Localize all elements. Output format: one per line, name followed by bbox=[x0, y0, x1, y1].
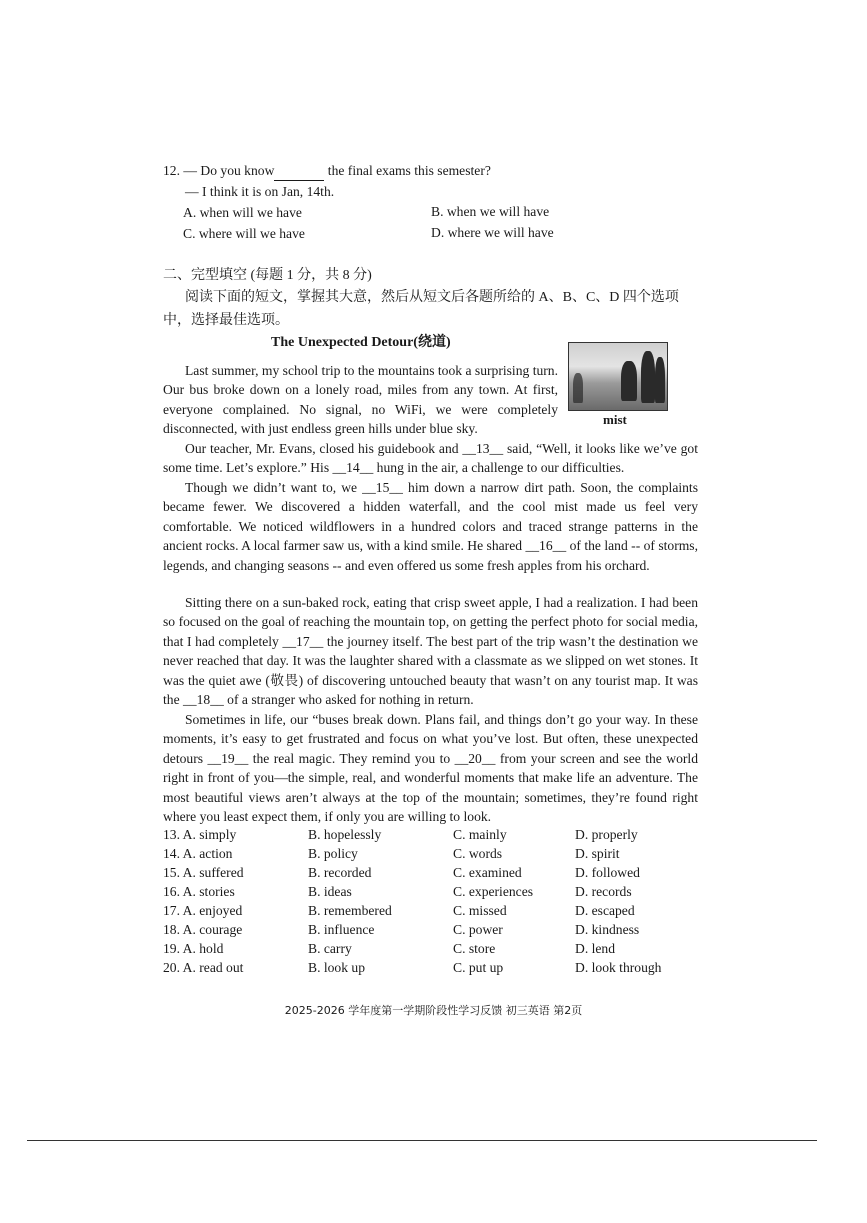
option-row bbox=[163, 825, 703, 844]
options-list bbox=[163, 825, 703, 977]
option-d: D. records bbox=[575, 884, 632, 899]
section-heading: 二、完型填空 (每题 1 分，共 8 分) bbox=[163, 268, 372, 283]
option-d: D. lend bbox=[575, 941, 616, 956]
option-b: B. policy bbox=[308, 846, 358, 861]
option-b: B. recorded bbox=[308, 865, 372, 880]
paragraph-1: Last summer, my school trip to the mountains took a surprising turn. Our bus broke down on a lonely road, miles from any town. At first, everyone complained. No signal, no WiFi, we were completely disconnected, with just endless green hills under blue sky. bbox=[163, 363, 558, 437]
option-b: B. look up bbox=[308, 960, 366, 975]
option-b: B. ideas bbox=[308, 884, 352, 899]
option-d: D. look through bbox=[575, 960, 662, 975]
option-row bbox=[163, 863, 703, 882]
option-row bbox=[163, 939, 703, 958]
option-a: 18. A. courage bbox=[163, 922, 243, 937]
paragraph-5: Sometimes in life, our “buses break down. Plans fail, and things don’t go your way. In these moments, it’s easy to get frustrated and focus on what you’ve lost. But often, these unexpected detours __19__ the real magic. They remind you to __20__ from your screen and see the world right in front of you—the simple, real, and wonderful moments that make life an adventure. The most beautiful views aren’t always at the top of the mountain; sometimes, they’re found right where you least expect them, if only you are willing to look. bbox=[163, 712, 698, 825]
option-c: C. mainly bbox=[453, 827, 507, 842]
option-c: C. experiences bbox=[453, 884, 534, 899]
option-d: D. kindness bbox=[575, 922, 640, 937]
option-a: 15. A. suffered bbox=[163, 865, 244, 880]
option-c: C. missed bbox=[453, 903, 507, 918]
option-d: D. spirit bbox=[575, 846, 620, 861]
paragraph-2: Our teacher, Mr. Evans, closed his guidebook and __13__ said, “Well, it looks like we’ve got some time. Let’s explore.” His __14__ hung in the air, a challenge to our difficulties. bbox=[163, 441, 698, 476]
paragraph-3: Though we didn’t want to, we __15__ him down a narrow dirt path. Soon, the complaints became fewer. We discovered a hidden waterfall, and the cool mist made us feel very comfortable. We noticed wildflowers in a hundred colors and traced strange patterns in the ancient rocks. A local farmer saw us, with a kind smile. He shared __16__ of the land -- of storms, legends, and changing seasons -- and even offered us some fresh apples from his orchard. bbox=[163, 480, 698, 573]
q12-blank bbox=[274, 161, 324, 181]
q12-option-c: C. where will we have bbox=[183, 226, 305, 241]
section-instructions: 阅读下面的短文，掌握其大意，然后从短文后各题所给的 A、B、C、D 四个选项中，选择最佳选项。 bbox=[163, 290, 679, 328]
option-c: C. words bbox=[453, 846, 503, 861]
option-a: 20. A. read out bbox=[163, 960, 244, 975]
option-a: 19. A. hold bbox=[163, 941, 224, 956]
option-c: C. put up bbox=[453, 960, 504, 975]
option-a: 13. A. simply bbox=[163, 827, 237, 842]
option-row bbox=[163, 958, 703, 977]
bottom-rule bbox=[27, 1140, 817, 1141]
option-row bbox=[163, 844, 703, 863]
mist-photo bbox=[568, 342, 668, 411]
option-a: 16. A. stories bbox=[163, 884, 235, 899]
q12-option-a: A. when will we have bbox=[183, 205, 302, 220]
option-c: C. power bbox=[453, 922, 503, 937]
q12-stem-b: the final exams this semester? bbox=[324, 163, 491, 178]
option-b: B. carry bbox=[308, 941, 352, 956]
option-a: 14. A. action bbox=[163, 846, 233, 861]
q12-stem-a: 12. — Do you know bbox=[163, 163, 275, 178]
option-d: D. properly bbox=[575, 827, 638, 842]
option-a: 17. A. enjoyed bbox=[163, 903, 243, 918]
page-footer: 2025-2026 学年度第一学期阶段性学习反馈 初三英语 第2页 bbox=[284, 1004, 583, 1017]
option-d: D. followed bbox=[575, 865, 640, 880]
option-c: C. store bbox=[453, 941, 496, 956]
passage-title: The Unexpected Detour(绕道) bbox=[271, 335, 451, 350]
option-row bbox=[163, 901, 703, 920]
option-row bbox=[163, 920, 703, 939]
q12-option-b: B. when we will have bbox=[431, 204, 550, 219]
option-c: C. examined bbox=[453, 865, 522, 880]
option-b: B. influence bbox=[308, 922, 375, 937]
q12-stem bbox=[163, 161, 491, 181]
paragraph-4: Sitting there on a sun-baked rock, eating that crisp sweet apple, I had a realization. I had been so focused on the goal of reaching the mountain top, on getting the perfect photo for social media, that I had completely __17__ the journey itself. The best part of the trip wasn’t the destination we never reached that day. It was the laughter shared with a classmate as we slipped on wet stones. It was the quiet awe (敬畏) of discovering untouched beauty that wasn’t on any tourist map. It was the __18__ of a stranger who asked for nothing in return. bbox=[163, 595, 698, 708]
option-d: D. escaped bbox=[575, 903, 635, 918]
q12-option-d: D. where we will have bbox=[431, 225, 554, 240]
photo-caption: mist bbox=[603, 412, 627, 427]
q12-reply: — I think it is on Jan, 14th. bbox=[185, 184, 335, 199]
option-b: B. remembered bbox=[308, 903, 392, 918]
option-row bbox=[163, 882, 703, 901]
option-b: B. hopelessly bbox=[308, 827, 382, 842]
